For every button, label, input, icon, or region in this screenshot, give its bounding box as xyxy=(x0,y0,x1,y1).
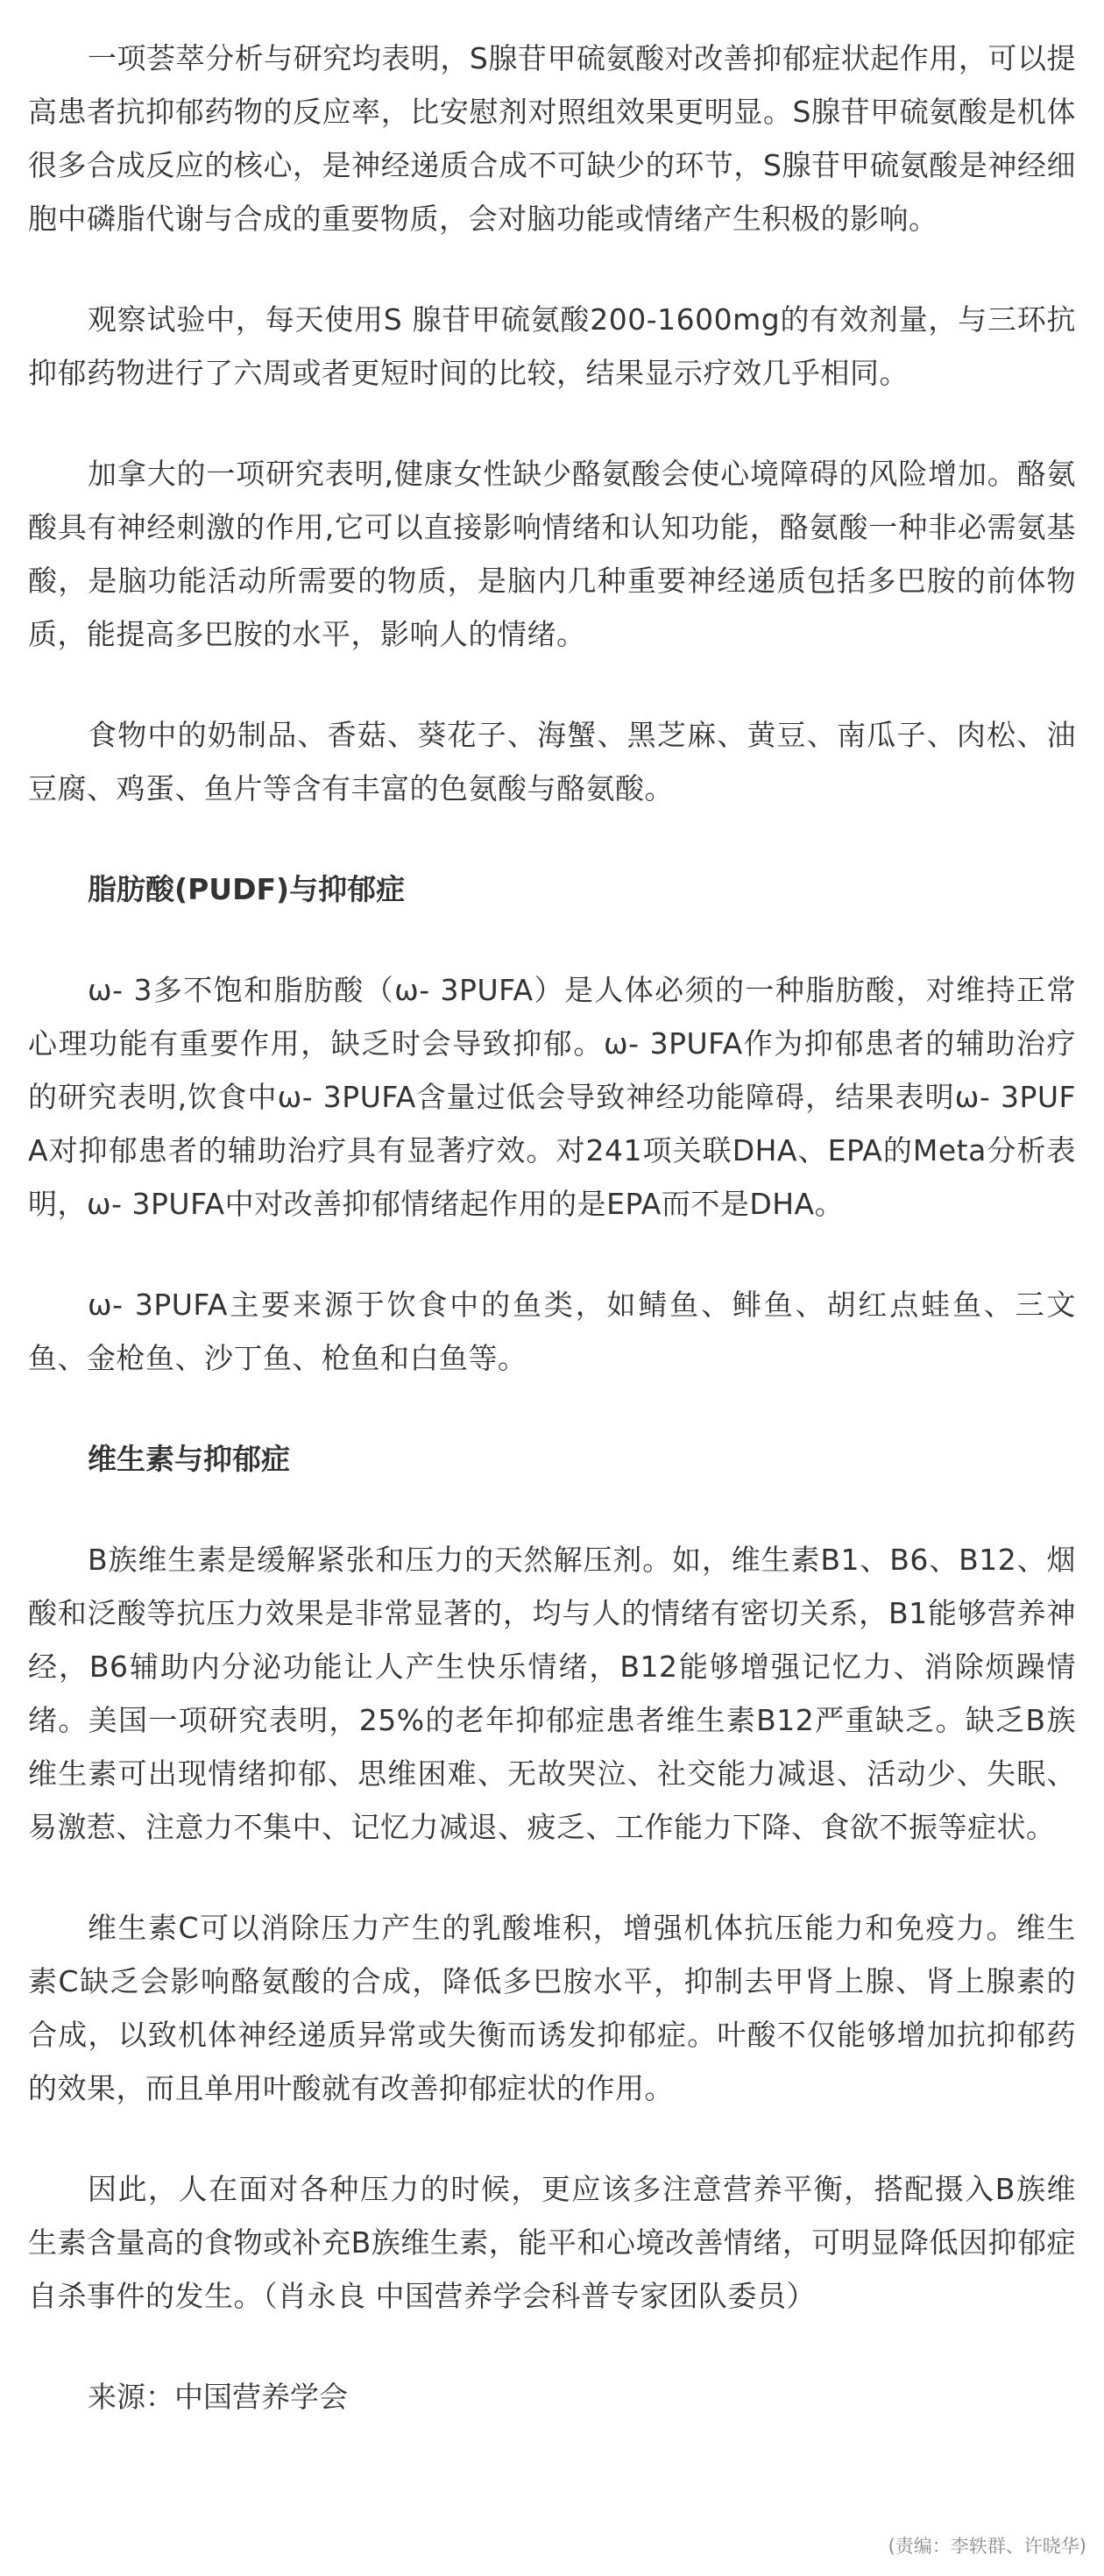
paragraph-same-dosage: 观察试验中，每天使用S 腺苷甲硫氨酸200-1600mg的有效剂量，与三环抗抑郁药物进行了六周或者更短时间的比较，结果显示疗效几乎相同。 xyxy=(28,302,1076,390)
article-body xyxy=(28,32,1076,2423)
paragraph-vitamin-b: B族维生素是缓解紧张和压力的天然解压剂。如，维生素B1、B6、B12、烟酸和泛酸等抗压力效果是非常显著的，均与人的情绪有密切关系，B1能够营养神经，B6辅助内分泌功能让人产生快乐情绪，B12能够增强记忆力、消除烦躁情绪。美国一项研究表明，25%的老年抑郁症患者维生素B12严重缺乏。缺乏B族维生素可出现情绪抑郁、思维困难、无故哭泣、社交能力减退、活动少、失眠、易激惹、注意力不集中、记忆力减退、疲乏、工作能力下降、食欲不振等症状。 xyxy=(28,1543,1076,1844)
article-source: 来源：中国营养学会 xyxy=(88,2380,348,2414)
paragraph-conclusion: 因此，人在面对各种压力的时候，更应该多注意营养平衡，搭配摄入B族维生素含量高的食物或补充B族维生素，能平和心境改善情绪，可明显降低因抑郁症自杀事件的发生。（肖永良 中国营养学会科普专家团队委员） xyxy=(28,2172,1076,2313)
paragraph-pufa: ω- 3多不饱和脂肪酸（ω- 3PUFA）是人体必须的一种脂肪酸，对维持正常心理功能有重要作用，缺乏时会导致抑郁。ω- 3PUFA作为抑郁患者的辅助治疗的研究表明,饮食中ω- 3PUFA含量过低会导致神经功能障碍，结果表明ω- 3PUFA对抑郁患者的辅助治疗具有显著疗效。对241项关联DHA、EPA的Meta分析表明，ω- 3PUFA中对改善抑郁情绪起作用的是EPA而不是DHA。 xyxy=(28,973,1076,1221)
editor-credit: (责编：李轶群、许晓华) xyxy=(888,2536,1086,2557)
paragraph-tyrosine: 加拿大的一项研究表明,健康女性缺少酪氨酸会使心境障碍的风险增加。酪氨酸具有神经刺激的作用,它可以直接影响情绪和认知功能，酪氨酸一种非必需氨基酸，是脑功能活动所需要的物质，是脑内几种重要神经递质包括多巴胺的前体物质，能提高多巴胺的水平，影响人的情绪。 xyxy=(28,457,1076,651)
paragraph-same: 一项荟萃分析与研究均表明，S腺苷甲硫氨酸对改善抑郁症状起作用，可以提高患者抗抑郁药物的反应率，比安慰剂对照组效果更明显。S腺苷甲硫氨酸是机体很多合成反应的核心，是神经递质合成不可缺少的环节，S腺苷甲硫氨酸是神经细胞中磷脂代谢与合成的重要物质，会对脑功能或情绪产生积极的影响。 xyxy=(28,41,1076,236)
section-heading-vitamin: 维生素与抑郁症 xyxy=(88,1442,290,1476)
paragraph-tyrosine-foods: 食物中的奶制品、香菇、葵花子、海蟹、黑芝麻、黄豆、南瓜子、肉松、油豆腐、鸡蛋、鱼片等含有丰富的色氨酸与酪氨酸。 xyxy=(28,718,1076,805)
section-heading-fatty-acid: 脂肪酸(PUDF)与抑郁症 xyxy=(88,872,406,906)
paragraph-vitamin-c: 维生素C可以消除压力产生的乳酸堆积，增强机体抗压能力和免疫力。维生素C缺乏会影响酪氨酸的合成，降低多巴胺水平，抑制去甲肾上腺、肾上腺素的合成，以致机体神经递质异常或失衡而诱发抑郁症。叶酸不仅能够增加抗抑郁药的效果，而且单用叶酸就有改善抑郁症状的作用。 xyxy=(28,1911,1076,2105)
paragraph-pufa-sources: ω- 3PUFA主要来源于饮食中的鱼类，如鲭鱼、鲱鱼、胡红点蛙鱼、三文鱼、金枪鱼、沙丁鱼、枪鱼和白鱼等。 xyxy=(28,1288,1076,1375)
